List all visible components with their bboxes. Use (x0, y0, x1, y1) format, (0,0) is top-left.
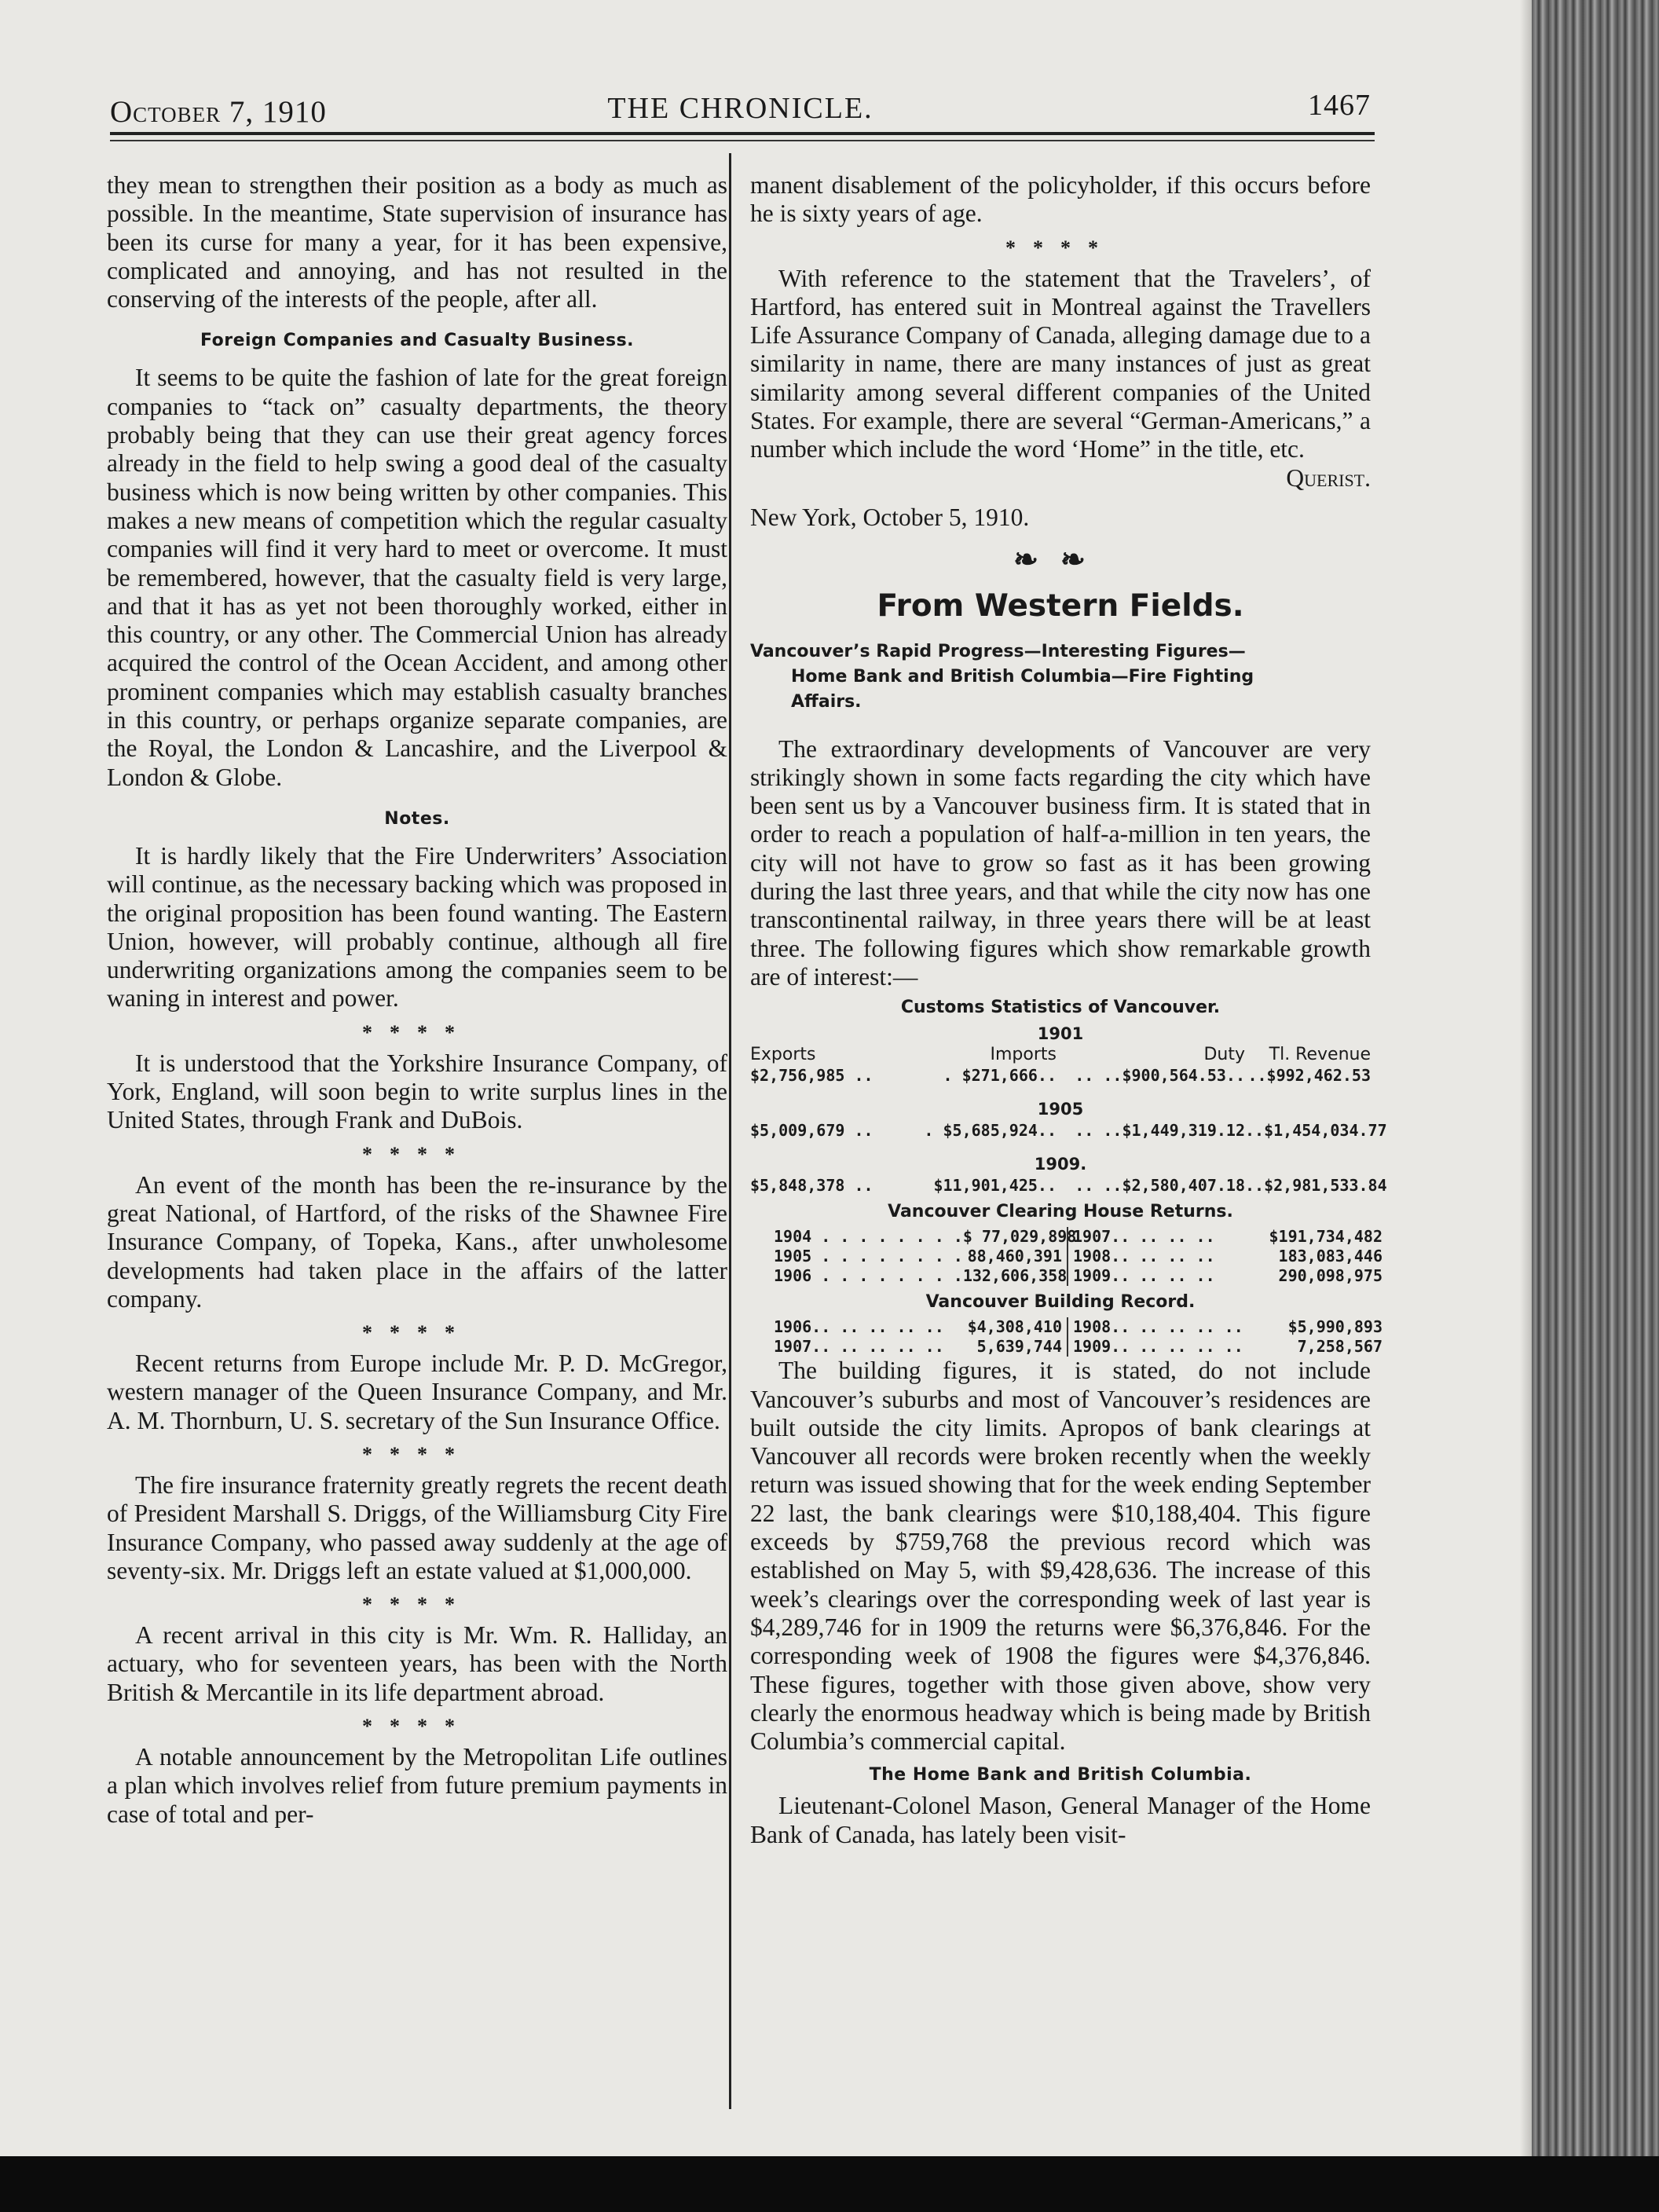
table-row: 1908.. .. .. .. .. $5,990,893 (1073, 1317, 1382, 1337)
table-cell: ..$992,462.53 (1247, 1066, 1371, 1086)
table-cell: . $271,666.. (943, 1066, 1057, 1086)
table-cell: $5,848,378 .. (750, 1176, 873, 1196)
section-heading: Foreign Companies and Casualty Business. (200, 331, 635, 351)
subheading-line: Home Bank and British Columbia—Fire Fighting (791, 666, 1254, 687)
table-cell: ..$1,454,034.77 (1245, 1121, 1387, 1141)
header-date: October 7, 1910 (110, 95, 327, 129)
table-row (750, 1120, 1387, 1141)
table-title: Vancouver Building Record. (925, 1292, 1196, 1313)
paragraph: A notable announcement by the Metropolitan Life outlines a plan which involves relief from future premium payments in case of total and per- (107, 1743, 727, 1828)
building-table (774, 1317, 1382, 1357)
dateline: New York, October 5, 1910. (750, 503, 1030, 531)
table-year: 1905 (1037, 1100, 1084, 1119)
left-column (107, 171, 727, 1829)
column-divider (729, 153, 731, 2109)
separator-stars: **** (362, 1442, 472, 1466)
paragraph: The extraordinary developments of Vancouver are very strikingly shown in some facts regarding the city which have been sent us by a Vancouver business firm. It is stated that in order to reach a population of half-a-million in ten years, the city will not have to grow so fast as it has been growing during the last three years, and that while the city now has one transcontinental railway, in three years there will be at least three. The following figures which show remarkable growth are of interest:— (750, 734, 1371, 991)
table-row: 1906.. .. .. .. .. $4,308,410 (774, 1317, 1062, 1337)
table-year: 1901 (1037, 1024, 1084, 1044)
signature: Querist. (1286, 463, 1371, 492)
column-header: Imports (990, 1045, 1057, 1065)
paragraph: manent disablement of the policyholder, if this occurs before he is sixty years of age. (750, 171, 1371, 228)
separator-stars: **** (362, 1321, 472, 1345)
section-heading: Notes. (384, 808, 450, 829)
fleuron-ornament-icon: ❧❧ (1013, 544, 1108, 577)
paragraph: It is understood that the Yorkshire Insurance Company, of York, England, will soon begin to write surplus lines in the United States, through Frank and DuBois. (107, 1049, 727, 1134)
table-row: 1909.. .. .. .. 290,098,975 (1073, 1266, 1382, 1286)
paragraph: The fire insurance fraternity greatly regrets the recent death of President Marshall S. Driggs, of the Williamsburg City Fire Insurance Company, who passed away suddenly at the age of seventy-six. Mr. Driggs left an estate valued at $1,000,000. (107, 1470, 727, 1584)
table-title: Customs Statistics of Vancouver. (900, 998, 1221, 1018)
subheading-line: Affairs. (791, 691, 862, 712)
paragraph: It seems to be quite the fashion of late for the great foreign companies to “tack on” casualty departments, the theory probably being that they can use their great agency forces already in the field to help swing a good deal of the casualty business which is now being written by other companies. This makes a new means of competition which the regular casualty companies will find it very hard to meet or overcome. It must be remembered, however, that the casualty field is very large, and that it has as yet not been thoroughly worked, either in this country, or any other. The Commercial Union has already acquired the control of the Ocean Accident, and among other prominent companies which may establish casualty branches in this country, or perhaps organize separate companies, are the Royal, the London & Lancashire, and the Liverpool & London & Globe. (107, 364, 727, 791)
table-cell: .. ..$900,564.53.. (1075, 1066, 1245, 1086)
paragraph: With reference to the statement that the Travelers’, of Hartford, has entered suit in Montreal against the Travellers Life Assurance Company of Canada, alleging damage due to a similarity in name, there are many instances of just as great similarity among several different companies of the United States. For example, there are several “German-Americans,” a number which include the word ‘Home” in the title, etc. (750, 264, 1371, 463)
table-row: 1908.. .. .. .. 183,083,446 (1073, 1247, 1382, 1266)
header-rule (110, 132, 1375, 135)
table-title: Vancouver Clearing House Returns. (888, 1202, 1233, 1222)
book-binding (1532, 0, 1659, 2156)
table-cell: ..$2,981,533.84 (1245, 1176, 1387, 1196)
page-edge-shadow (1520, 0, 1532, 2156)
table-row: 1907.. .. .. .. .. 5,639,744 (774, 1337, 1062, 1357)
table-row: 1905 . . . . . . . . 88,460,391 (774, 1247, 1062, 1266)
table-row (750, 1175, 1387, 1196)
table-row: 1904 . . . . . . . . $ 77,029,898 (774, 1227, 1077, 1247)
paragraph: Lieutenant-Colonel Mason, General Manager of the Home Bank of Canada, has lately been visit- (750, 1792, 1371, 1848)
article-title: From Western Fields. (877, 588, 1244, 624)
table-cell: .. ..$1,449,319.12 (1075, 1121, 1245, 1141)
table-cell: $2,756,985 .. (750, 1066, 873, 1086)
article-subheading (750, 639, 1371, 715)
table-row: 1909.. .. .. .. .. 7,258,567 (1073, 1337, 1382, 1357)
paragraph: A recent arrival in this city is Mr. Wm. R. Halliday, an actuary, who for seventeen years, has been with the North British & Mercantile in its life department abroad. (107, 1621, 727, 1706)
table-cell: $5,009,679 .. (750, 1121, 873, 1141)
customs-table (750, 996, 1387, 1357)
page-header (110, 88, 1371, 127)
paragraph: An event of the month has been the re-insurance by the great National, of Hartford, of the risks of the Shawnee Fire Insurance Company, of Topeka, Kans., after unwholesome developments had taken place in the affairs of the latter company. (107, 1170, 727, 1313)
page-number: 1467 (1308, 89, 1371, 122)
table-row: 1907.. .. .. .. $191,734,482 (1073, 1227, 1382, 1247)
header-rule-thin (110, 140, 1375, 141)
column-header: Exports (750, 1045, 816, 1065)
separator-stars: **** (362, 1020, 472, 1044)
header-title: THE CHRONICLE. (607, 92, 873, 125)
section-heading: The Home Bank and British Columbia. (869, 1765, 1252, 1785)
paragraph: The building figures, it is stated, do not include Vancouver’s suburbs and most of Vancouver’s residences are built outside the city limits. Apropos of bank clearings at Vancouver all records were broken recently when the weekly return was issued showing that for the week ending September 22 last, the bank clearings were $10,188,404. This figure exceeds by $759,768 the previous record which was established on May 5, with $9,428,636. The increase of this week’s clearings over the corresponding week of last year is $4,289,746 for in 1909 the returns were $6,376,846. For the corresponding week of 1908 the figures were $4,376,846. These figures, together with those given above, show very clearly the enormous headway which is being made by British Columbia’s commercial capital. (750, 1357, 1371, 1756)
paragraph: they mean to strengthen their position as a body as much as possible. In the meantime, State supervision of insurance has been its curse for many a year, for it has been expensive, complicated and annoying, and has not resulted in the conserving of the interests of the people, after all. (107, 171, 727, 313)
table-row (750, 1065, 1371, 1086)
subheading-line: Vancouver’s Rapid Progress—Interesting Figures— (750, 641, 1246, 661)
separator-stars: **** (1005, 236, 1115, 259)
separator-stars: **** (362, 1593, 472, 1617)
table-cell: . $5,685,924.. (924, 1121, 1057, 1141)
table-year: 1909. (1034, 1155, 1087, 1174)
column-header: Duty (1203, 1045, 1245, 1065)
column-header: Tl. Revenue (1269, 1045, 1371, 1065)
paragraph: It is hardly likely that the Fire Underwriters’ Association will continue, as the necessary backing which was proposed in the original proposition has been found wanting. The Eastern Union, however, will probably continue, although all fire underwriting organizations among the companies seem to be waning in interest and power. (107, 841, 727, 1013)
separator-stars: **** (362, 1142, 472, 1166)
table-cell: $11,901,425.. (933, 1176, 1057, 1196)
table-row: 1906 . . . . . . . . 132,606,358 (774, 1266, 1068, 1286)
table-header-row (750, 1045, 1371, 1065)
table-cell: .. ..$2,580,407.18 (1075, 1176, 1245, 1196)
clearing-table (774, 1227, 1382, 1286)
separator-stars: **** (362, 1715, 472, 1738)
right-column (750, 171, 1387, 1849)
paragraph: Recent returns from Europe include Mr. P. D. McGregor, western manager of the Queen Insurance Company, and Mr. A. M. Thornburn, U. S. secretary of the Sun Insurance Office. (107, 1350, 727, 1434)
